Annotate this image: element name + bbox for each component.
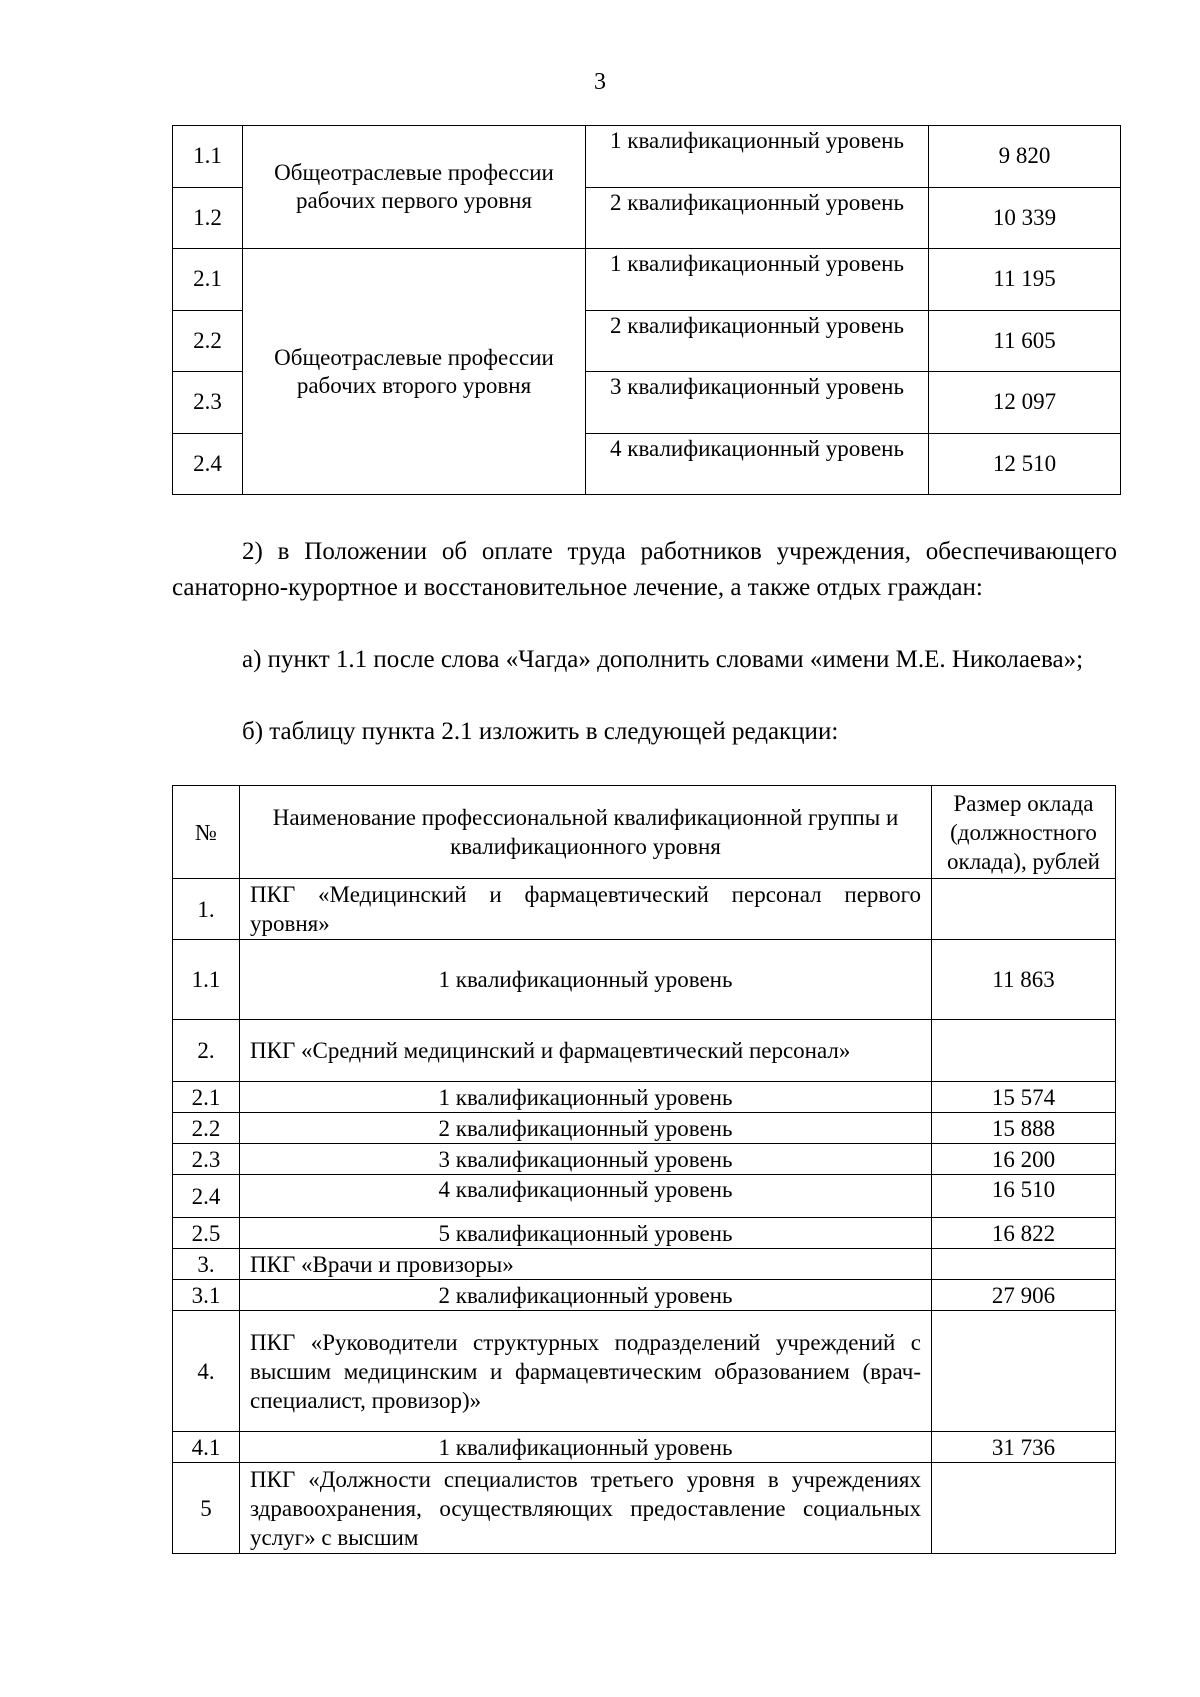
table-row: [173, 940, 1116, 1020]
qualification-level: 2 квалификационный уровень: [240, 1280, 932, 1311]
row-number: 1.: [173, 879, 240, 940]
row-number: 3.1: [173, 1280, 240, 1311]
qualification-level: 3 квалификационный уровень: [240, 1144, 932, 1175]
row-number: 2.: [173, 1020, 240, 1082]
salary-table-medical: [172, 785, 1116, 1554]
salary-value: 11 863: [932, 940, 1116, 1020]
row-number: 4.: [173, 1311, 240, 1432]
row-number: 1.2: [173, 187, 243, 249]
table-row: [173, 1311, 1116, 1432]
row-number: 2.4: [173, 1175, 240, 1218]
salary-value: 12 097: [929, 372, 1121, 434]
row-number: 2.1: [173, 1082, 240, 1113]
row-number: 2.3: [173, 1144, 240, 1175]
row-number: 2.1: [173, 249, 243, 311]
group-name: ПКГ «Врачи и провизоры»: [240, 1249, 932, 1280]
salary-value: 16 200: [932, 1144, 1116, 1175]
row-number: 2.4: [173, 433, 243, 495]
salary-table-workers: [172, 125, 1121, 495]
row-number: 2.5: [173, 1218, 240, 1249]
table-row: [173, 1463, 1116, 1554]
salary-value: 9 820: [929, 126, 1121, 188]
group-name: ПКГ «Должности специалистов третьего уровня в учреждениях здравоохранения, осуществляющих предоставление социальных услуг» с высшим: [240, 1463, 932, 1554]
salary-value: [932, 1311, 1116, 1432]
table-row: [173, 1249, 1116, 1280]
salary-value: 15 888: [932, 1113, 1116, 1144]
salary-value: 15 574: [932, 1082, 1116, 1113]
salary-value: [932, 1020, 1116, 1082]
table-row: [173, 1082, 1116, 1113]
qualification-level: 5 квалификационный уровень: [240, 1218, 932, 1249]
qualification-level: 4 квалификационный уровень: [586, 433, 929, 495]
table-row: [173, 1113, 1116, 1144]
table-row: [173, 1175, 1116, 1218]
qualification-level: 1 квалификационный уровень: [240, 1082, 932, 1113]
salary-value: [932, 1463, 1116, 1554]
salary-value: [932, 879, 1116, 940]
table-row: [173, 1020, 1116, 1082]
table-row: [173, 1280, 1116, 1311]
table-row: [173, 1144, 1116, 1175]
qualification-level: 2 квалификационный уровень: [586, 187, 929, 249]
qualification-level: 4 квалификационный уровень: [240, 1175, 932, 1218]
row-number: 5: [173, 1463, 240, 1554]
row-number: 3.: [173, 1249, 240, 1280]
qualification-level: 1 квалификационный уровень: [240, 1432, 932, 1463]
table-row: [173, 1218, 1116, 1249]
table-row: [173, 249, 1121, 311]
qualification-level: 2 квалификационный уровень: [586, 310, 929, 372]
row-number: 2.3: [173, 372, 243, 434]
header-salary: Размер оклада (должностного оклада), рублей: [932, 786, 1116, 879]
salary-value: 27 906: [932, 1280, 1116, 1311]
group-name: ПКГ «Медицинский и фармацевтический персонал первого уровня»: [240, 879, 932, 940]
group-name: Общеотраслевые профессии рабочих второго уровня: [243, 249, 586, 495]
salary-value: 11 605: [929, 310, 1121, 372]
row-number: 2.2: [173, 310, 243, 372]
salary-value: 16 822: [932, 1218, 1116, 1249]
table-row: [173, 126, 1121, 188]
salary-value: [932, 1249, 1116, 1280]
qualification-level: 1 квалификационный уровень: [586, 249, 929, 311]
row-number: 2.2: [173, 1113, 240, 1144]
paragraph-2: 2) в Положении об оплате труда работников учреждения, обеспечивающего санаторно-курортное и восстановительное лечение, а также отдых граждан:: [172, 538, 1117, 601]
qualification-level: 1 квалификационный уровень: [586, 126, 929, 188]
salary-value: 16 510: [932, 1175, 1116, 1218]
header-number: №: [173, 786, 240, 879]
paragraph-b: б) таблицу пункта 2.1 изложить в следующей редакции:: [242, 718, 839, 745]
header-name: Наименование профессиональной квалификационной группы и квалификационного уровня: [240, 786, 932, 879]
table-row: [173, 879, 1116, 940]
qualification-level: 2 квалификационный уровень: [240, 1113, 932, 1144]
page-number: 3: [594, 69, 606, 95]
table-row: [173, 1432, 1116, 1463]
group-name: ПКГ «Руководители структурных подразделений учреждений с высшим медицинским и фармацевтическим образованием (врач-специалист, провизор)»: [240, 1311, 932, 1432]
group-name: ПКГ «Средний медицинский и фармацевтический персонал»: [240, 1020, 932, 1082]
paragraph-a: а) пункт 1.1 после слова «Чагда» дополнить словами «имени М.Е. Николаева»;: [242, 646, 1084, 673]
row-number: 4.1: [173, 1432, 240, 1463]
salary-value: 11 195: [929, 249, 1121, 311]
table-header-row: [173, 786, 1116, 879]
salary-value: 10 339: [929, 187, 1121, 249]
qualification-level: 1 квалификационный уровень: [240, 940, 932, 1020]
row-number: 1.1: [173, 940, 240, 1020]
qualification-level: 3 квалификационный уровень: [586, 372, 929, 434]
salary-value: 31 736: [932, 1432, 1116, 1463]
group-name: Общеотраслевые профессии рабочих первого уровня: [243, 126, 586, 249]
salary-value: 12 510: [929, 433, 1121, 495]
row-number: 1.1: [173, 126, 243, 188]
